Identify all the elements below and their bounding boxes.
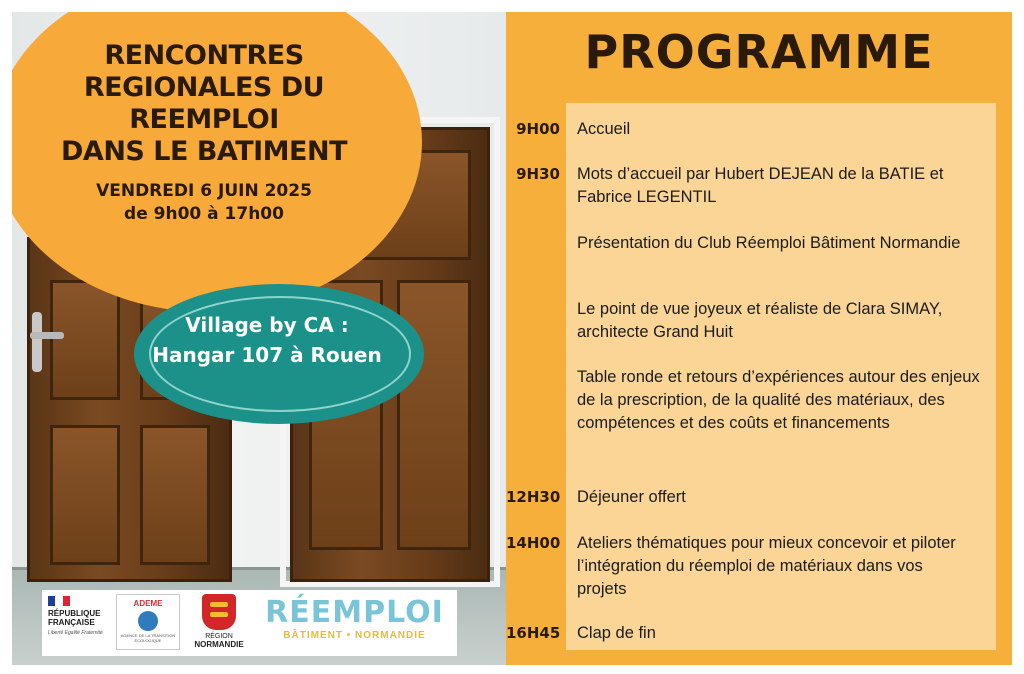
rf-line: RÉPUBLIQUE <box>48 609 101 618</box>
title-line: REGIONALES DU REEMPLOI <box>83 72 325 135</box>
schedule-text: Table ronde et retours d’expériences autour des enjeux de la prescription, de la qualité des matériaux, des compétences et des coûts et financements <box>577 368 980 432</box>
partner-logos <box>42 590 457 656</box>
schedule-time: 16H45 <box>506 624 561 642</box>
door-handle-plate <box>32 312 42 372</box>
door-panel <box>50 425 120 565</box>
normandie-line: RÉGION <box>205 633 233 640</box>
title-line: RENCONTRES <box>104 40 304 71</box>
door-panel <box>140 425 210 565</box>
schedule-text: Mots d’accueil par Hubert DEJEAN de la BATIE et Fabrice LEGENTIL <box>577 165 944 206</box>
reemploi-logo <box>257 596 452 650</box>
normandy-leopards-icon <box>202 594 236 630</box>
schedule-time: 9H00 <box>516 120 560 138</box>
event-date <box>30 180 378 226</box>
schedule-text: Le point de vue joyeux et réaliste de Clara SIMAY, architecte Grand Huit <box>577 300 943 341</box>
normandie-line: NORMANDIE <box>194 640 244 649</box>
schedule-time: 9H30 <box>516 165 560 183</box>
ademe-name: ADEME <box>133 599 163 608</box>
title-line: DANS LE BATIMENT <box>61 136 347 167</box>
hours-line: de 9h00 à 17h00 <box>124 204 284 224</box>
reemploi-wordmark: RÉEMPLOI <box>265 595 444 630</box>
schedule-text: Déjeuner offert <box>577 488 686 506</box>
french-flag-icon <box>48 596 70 606</box>
ademe-subtitle: AGENCE DE LA TRANSITION ÉCOLOGIQUE <box>120 633 176 643</box>
schedule-text: Ateliers thématiques pour mieux concevoir et piloter l’intégration du réemploi de matériaux dans vos projets <box>577 534 956 598</box>
programme-title: PROGRAMME <box>584 25 934 79</box>
republique-francaise-logo <box>48 596 110 652</box>
schedule-text: Clap de fin <box>577 624 656 642</box>
globe-icon <box>138 611 158 631</box>
reemploi-subtitle: BÂTIMENT • NORMANDIE <box>283 630 426 641</box>
venue-line: Hangar 107 à Rouen <box>152 343 382 367</box>
venue-line: Village by CA : <box>185 313 349 337</box>
schedule-text: Accueil <box>577 120 631 138</box>
date-line: VENDREDI 6 JUIN 2025 <box>96 181 312 201</box>
region-normandie-logo <box>184 594 254 652</box>
schedule-time: 14H00 <box>506 534 561 552</box>
door-handle <box>30 332 64 339</box>
venue-text <box>122 310 412 370</box>
rf-motto: Liberté Égalité Fraternité <box>48 630 103 636</box>
ademe-logo <box>116 594 180 650</box>
rf-line: FRANÇAISE <box>48 618 95 627</box>
event-title <box>30 40 378 168</box>
schedule-time: 12H30 <box>506 488 561 506</box>
door-panel <box>50 280 120 400</box>
schedule-text: Présentation du Club Réemploi Bâtiment Normandie <box>577 234 961 252</box>
